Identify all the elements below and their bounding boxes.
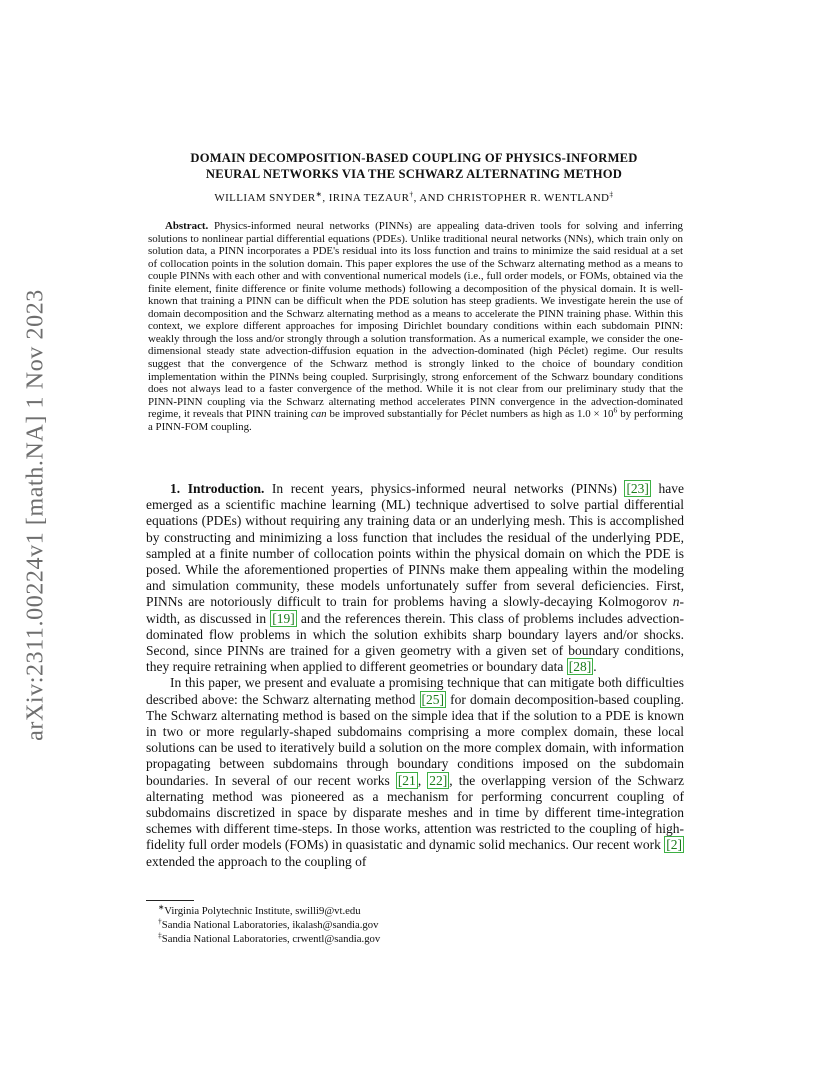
intro-text: , bbox=[417, 772, 428, 788]
title-line-2: NEURAL NETWORKS VIA THE SCHWARZ ALTERNATING METHOD bbox=[205, 167, 623, 181]
intro-text: and the references therein. This class of problems includes advection-dominated flow problems in which the solution exhibits sharp boundary layers and/or shocks. Second, since PINNs are trained for a given geometry with a given set of boundary conditions, they require retraining when applied to different geometries or boundary data bbox=[146, 610, 684, 675]
abstract-emphasis-can: can bbox=[310, 408, 327, 421]
intro-paragraph-1 bbox=[146, 481, 684, 675]
abstract-text-1: Physics-informed neural networks (PINNs) are appealing data-driven tools for solving and inferring solutions to nonlinear partial differential equations (PDEs). Unlike traditional neural networks (NNs), which train only on solution data, a PINN incorporates a PDE's residual into its loss function and trains to minimize the said residual at a set of collocation points in the solution domain. This paper explores the use of the Schwarz alternating method as a means to couple PINNs with each other and with conventional numerical models (i.e., full order models, or FOMs, obtained via the finite element, finite difference or finite volume methods) following a decomposition of the physical domain. It is well-known that training a PINN can be difficult when the PDE solution has steep gradients. We investigate herein the use of domain decomposition and the Schwarz alternating method as a means to accelerate the PINN training phase. Within this context, we explore different approaches for imposing Dirichlet boundary conditions within each subdomain PINN: weakly through the loss and/or strongly through a solution transformation. As a numerical example, we consider the one-dimensional steady state advection-diffusion equation in the advection-dominated (high Péclet) regime. Our results suggest that the convergence of the Schwarz method is strongly linked to the choice of boundary condition implementation within the PINNs being coupled. Surprisingly, strong enforcement of the Schwarz boundary conditions does not always lead to a faster convergence of the method. While it is not clear from our preliminary study that the PINN-PINN coupling via the Schwarz alternating method accelerates PINN convergence in the advection-dominated regime, it reveals that PINN training bbox=[148, 220, 683, 421]
arxiv-identifier-stamp[interactable] bbox=[16, 265, 56, 765]
abstract-text-2: be improved substantially for Péclet numbers as high as 1.0 × 10 bbox=[326, 408, 614, 421]
intro-paragraph-2 bbox=[146, 675, 684, 869]
author-wentland: , AND CHRISTOPHER R. WENTLAND bbox=[413, 192, 610, 204]
intro-text: In this paper, we present and evaluate a promising technique that can mitigate both difficulties described above: the Schwarz alternating method bbox=[146, 675, 684, 707]
author-mark-3: ‡ bbox=[609, 189, 614, 199]
citation-22[interactable]: 22] bbox=[429, 772, 448, 788]
intro-text: . bbox=[593, 659, 597, 675]
introduction-section bbox=[146, 481, 684, 870]
footnote-divider bbox=[146, 900, 194, 901]
citation-21[interactable]: [21 bbox=[397, 772, 416, 788]
footnote-mark: ∗ bbox=[158, 902, 165, 912]
abstract bbox=[148, 220, 683, 433]
intro-text: have emerged as a scientific machine learning (ML) technique advertised to solve partial differential equations (PDEs) without requiring any training data or an underlying mesh. This is accomplished by constructing and minimizing a loss function that includes the residual of the underlying PDE, sampled at a finite number of collocation points within the physical domain on which the PDE is posed. While the aforementioned properties of PINNs make them appealing within the modeling and simulation community, these models unfortunately suffer from several deficiencies. First, PINNs are notoriously difficult to train for problems having a slowly-decaying Kolmogorov bbox=[146, 481, 684, 610]
abstract-text-3: by performing a PINN-FOM coupling. bbox=[148, 408, 683, 433]
citation-2[interactable]: [2] bbox=[666, 837, 682, 853]
citation-25[interactable]: [25] bbox=[421, 691, 445, 707]
footnotes bbox=[146, 904, 684, 946]
citation-19[interactable]: [19] bbox=[272, 610, 295, 626]
author-list bbox=[145, 189, 683, 204]
citation-28[interactable]: [28] bbox=[568, 659, 592, 675]
intro-text: , the overlapping version of the Schwarz alternating method was pioneered as a mechanism for performing concurrent coupling of subdomains discretized in space by disparate meshes and in time by different time-integration schemes with different time-steps. In those works, attention was restricted to the coupling of high-fidelity full order models (FOMs) in quasistatic and dynamic solid mechanics. Our recent work bbox=[146, 772, 685, 853]
abstract-label: Abstract. bbox=[165, 220, 209, 232]
footnote-text: Sandia National Laboratories, ikalash@sandia.gov bbox=[161, 919, 379, 931]
author-tezaur: , IRINA TEZAUR bbox=[322, 192, 410, 204]
paper-title bbox=[145, 150, 683, 182]
intro-text: extended the approach to the coupling of bbox=[146, 853, 367, 869]
footnote-mark: † bbox=[158, 916, 162, 926]
author-mark-1: ∗ bbox=[315, 189, 323, 199]
abstract-exponent: 6 bbox=[613, 405, 618, 415]
author-snyder: WILLIAM SNYDER bbox=[214, 192, 316, 204]
math-var-n: n bbox=[672, 594, 680, 610]
author-mark-2: † bbox=[409, 189, 414, 199]
footnote-1 bbox=[146, 904, 684, 918]
section-heading-introduction: 1. Introduction. bbox=[170, 481, 265, 496]
footnote-text: Virginia Polytechnic Institute, swilli9@vt.edu bbox=[164, 905, 361, 917]
footnote-2 bbox=[146, 918, 684, 932]
citation-23[interactable]: [23] bbox=[626, 481, 649, 496]
intro-text: -width, as discussed in bbox=[146, 594, 684, 626]
intro-text: for domain decomposition-based coupling. The Schwarz alternating method is based on the simple idea that if the solution to a PDE is known in two or more regularly-shaped subdomains comprising a more complex domain, these local solutions can be used to iteratively build a solution on the more complex domain, with information propagating between subdomains through boundary conditions imposed on the subdomain boundaries. In several of our recent works bbox=[146, 691, 684, 788]
footnote-text: Sandia National Laboratories, crwentl@sandia.gov bbox=[161, 933, 381, 945]
intro-text: In recent years, physics-informed neural networks (PINNs) bbox=[264, 481, 625, 496]
footnote-mark: ‡ bbox=[158, 930, 162, 940]
footnote-3 bbox=[146, 932, 684, 946]
arxiv-stamp-text: arXiv:2311.00224v1 [math.NA] 1 Nov 2023 bbox=[22, 289, 49, 741]
title-line-1: DOMAIN DECOMPOSITION-BASED COUPLING OF PHYSICS-INFORMED bbox=[190, 151, 638, 165]
